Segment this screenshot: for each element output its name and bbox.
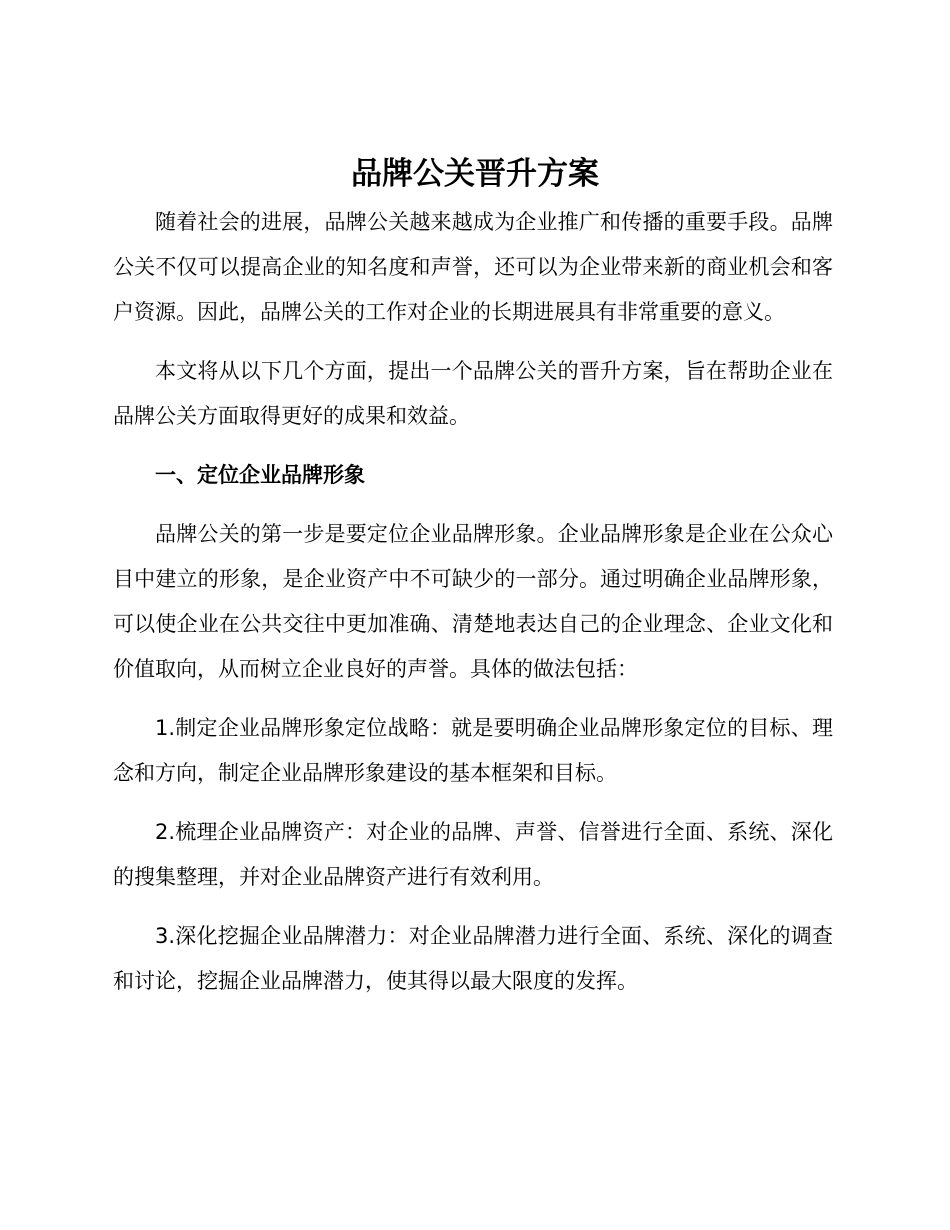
- list-item: 3.深化挖掘企业品牌潜力：对企业品牌潜力进行全面、系统、深化的调查和讨论，挖掘企业品牌潜力，使其得以最大限度的发挥。: [113, 924, 833, 993]
- document-body: [113, 200, 833, 1018]
- list-item: 2.梳理企业品牌资产：对企业的品牌、声誉、信誉进行全面、系统、深化的搜集整理，并对企业品牌资产进行有效利用。: [113, 820, 833, 889]
- list-item: 1.制定企业品牌形象定位战略：就是要明确企业品牌形象定位的目标、理念和方向，制定企业品牌形象建设的基本框架和目标。: [113, 716, 833, 785]
- document-title: 品牌公关晋升方案: [351, 156, 599, 192]
- section-paragraph: 品牌公关的第一步是要定位企业品牌形象。企业品牌形象是企业在公众心目中建立的形象，是企业资产中不可缺少的一部分。通过明确企业品牌形象，可以使企业在公共交往中更加准确、清楚地表达自己的企业理念、企业文化和价值取向，从而树立企业良好的声誉。具体的做法包括：: [113, 522, 833, 681]
- intro-paragraph: 本文将从以下几个方面，提出一个品牌公关的晋升方案，旨在帮助企业在品牌公关方面取得更好的成果和效益。: [113, 359, 833, 428]
- section-heading: 一、定位企业品牌形象: [155, 463, 365, 487]
- intro-paragraph: 随着社会的进展，品牌公关越来越成为企业推广和传播的重要手段。品牌公关不仅可以提高企业的知名度和声誉，还可以为企业带来新的商业机会和客户资源。因此，品牌公关的工作对企业的长期进展具有非常重要的意义。: [113, 210, 833, 324]
